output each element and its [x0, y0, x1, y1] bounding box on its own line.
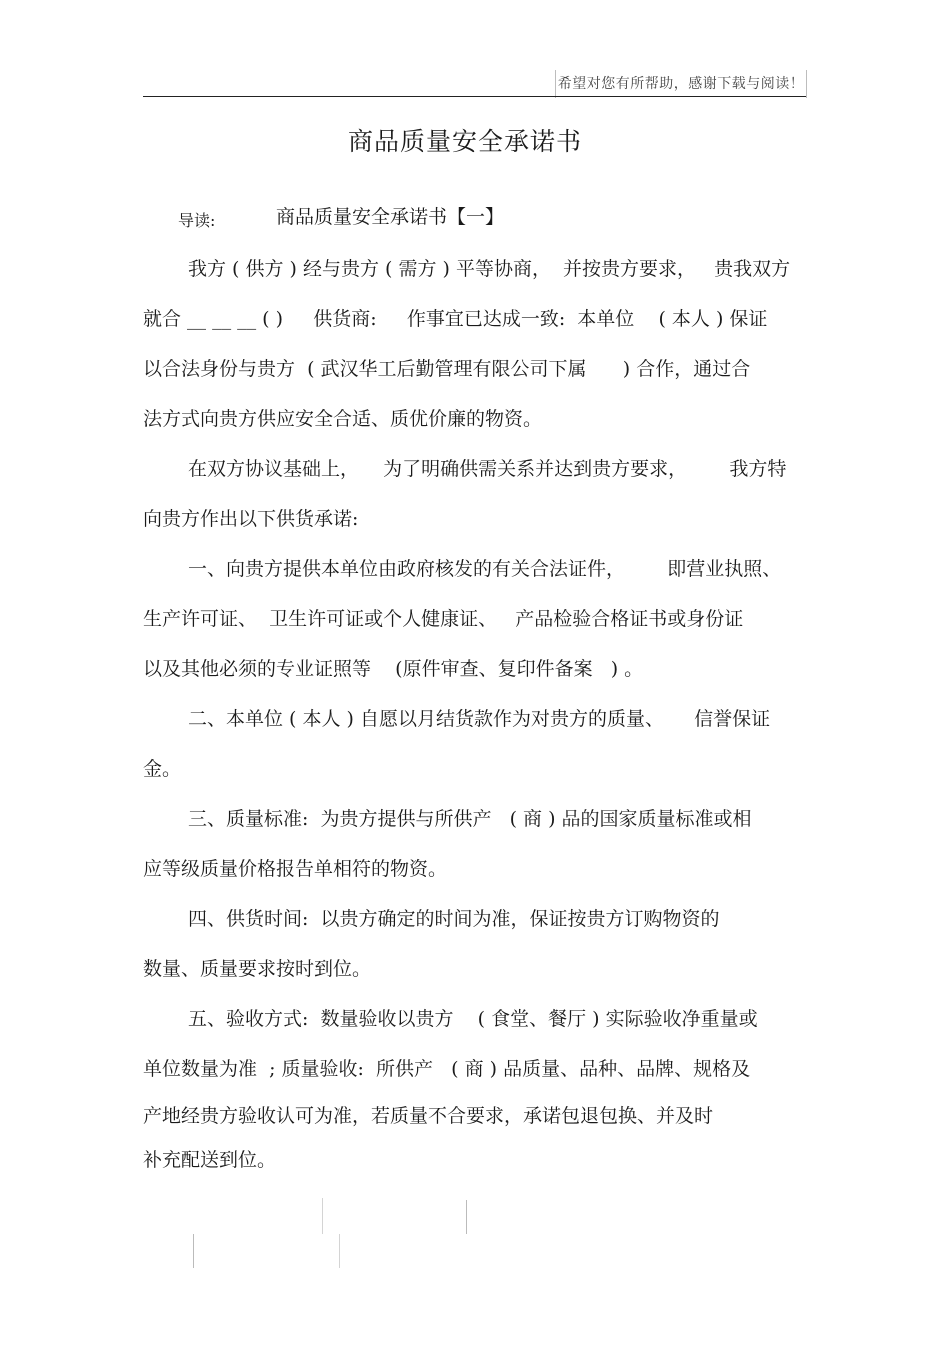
paragraph-line: 我方 ( 供方 ) 经与贵方 ( 需方 ) 平等协商， 并按贵方要求， 贵我双方 — [188, 258, 791, 280]
paragraph-line: 应等级质量价格报告单相符的物资。 — [143, 858, 448, 880]
guide-row — [178, 202, 778, 236]
paragraph-line: 一、向贵方提供本单位由政府核发的有关合法证件， 即营业执照、 — [188, 558, 782, 580]
paragraph-line: 补充配送到位。 — [143, 1149, 277, 1171]
margin-mark — [466, 1200, 467, 1234]
paragraph-line: 就合 __ __ __ ( ) 供货商: 作事宜已达成一致: 本单位 ( 本人 ) 保证 — [143, 308, 768, 330]
paragraph-line: 金。 — [143, 758, 182, 780]
paragraph-line: 五、验收方式: 数量验收以贵方 ( 食堂、餐厅 ) 实际验收净重量或 — [188, 1008, 758, 1030]
header-divider — [143, 96, 806, 97]
guide-label: 导读: — [178, 211, 216, 230]
paragraph-line: 产地经贵方验收认可为准，若质量不合要求，承诺包退包换、并及时 — [143, 1105, 714, 1127]
guide-subtitle: 商品质量安全承诺书【一】 — [276, 206, 505, 228]
paragraph-line: 单位数量为准 ; 质量验收: 所供产 ( 商 ) 品质量、品种、品牌、规格及 — [143, 1058, 751, 1080]
document-title: 商品质量安全承诺书 — [347, 127, 582, 156]
paragraph-line: 生产许可证、 卫生许可证或个人健康证、 产品检验合格证书或身份证 — [143, 608, 744, 630]
paragraph-line: 以合法身份与贵方 ( 武汉华工后勤管理有限公司下属 ) 合作，通过合 — [143, 358, 751, 380]
margin-mark — [193, 1234, 194, 1268]
paragraph-line: 向贵方作出以下供货承诺: — [143, 508, 359, 530]
paragraph-line: 四、供货时间: 以贵方确定的时间为准，保证按贵方订购物资的 — [188, 908, 720, 930]
paragraph-line: 法方式向贵方供应安全合适、质优价廉的物资。 — [143, 408, 543, 430]
paragraph-line: 在双方协议基础上， 为了明确供需关系并达到贵方要求， 我方特 — [188, 458, 787, 480]
paragraph-line: 三、质量标准: 为贵方提供与所供产 ( 商 ) 品的国家质量标准或相 — [188, 808, 752, 830]
header-note: 希望对您有所帮助，感谢下载与阅读！ — [555, 70, 807, 98]
margin-mark — [322, 1198, 323, 1234]
paragraph-line: 二、本单位 ( 本人 ) 自愿以月结货款作为对贵方的质量、 信誉保证 — [188, 708, 771, 730]
paragraph-line: 以及其他必须的专业证照等 (原件审查、复印件备案 ) 。 — [143, 658, 644, 680]
margin-mark — [339, 1234, 340, 1268]
document-body — [143, 244, 805, 1182]
paragraph-line: 数量、质量要求按时到位。 — [143, 958, 372, 980]
